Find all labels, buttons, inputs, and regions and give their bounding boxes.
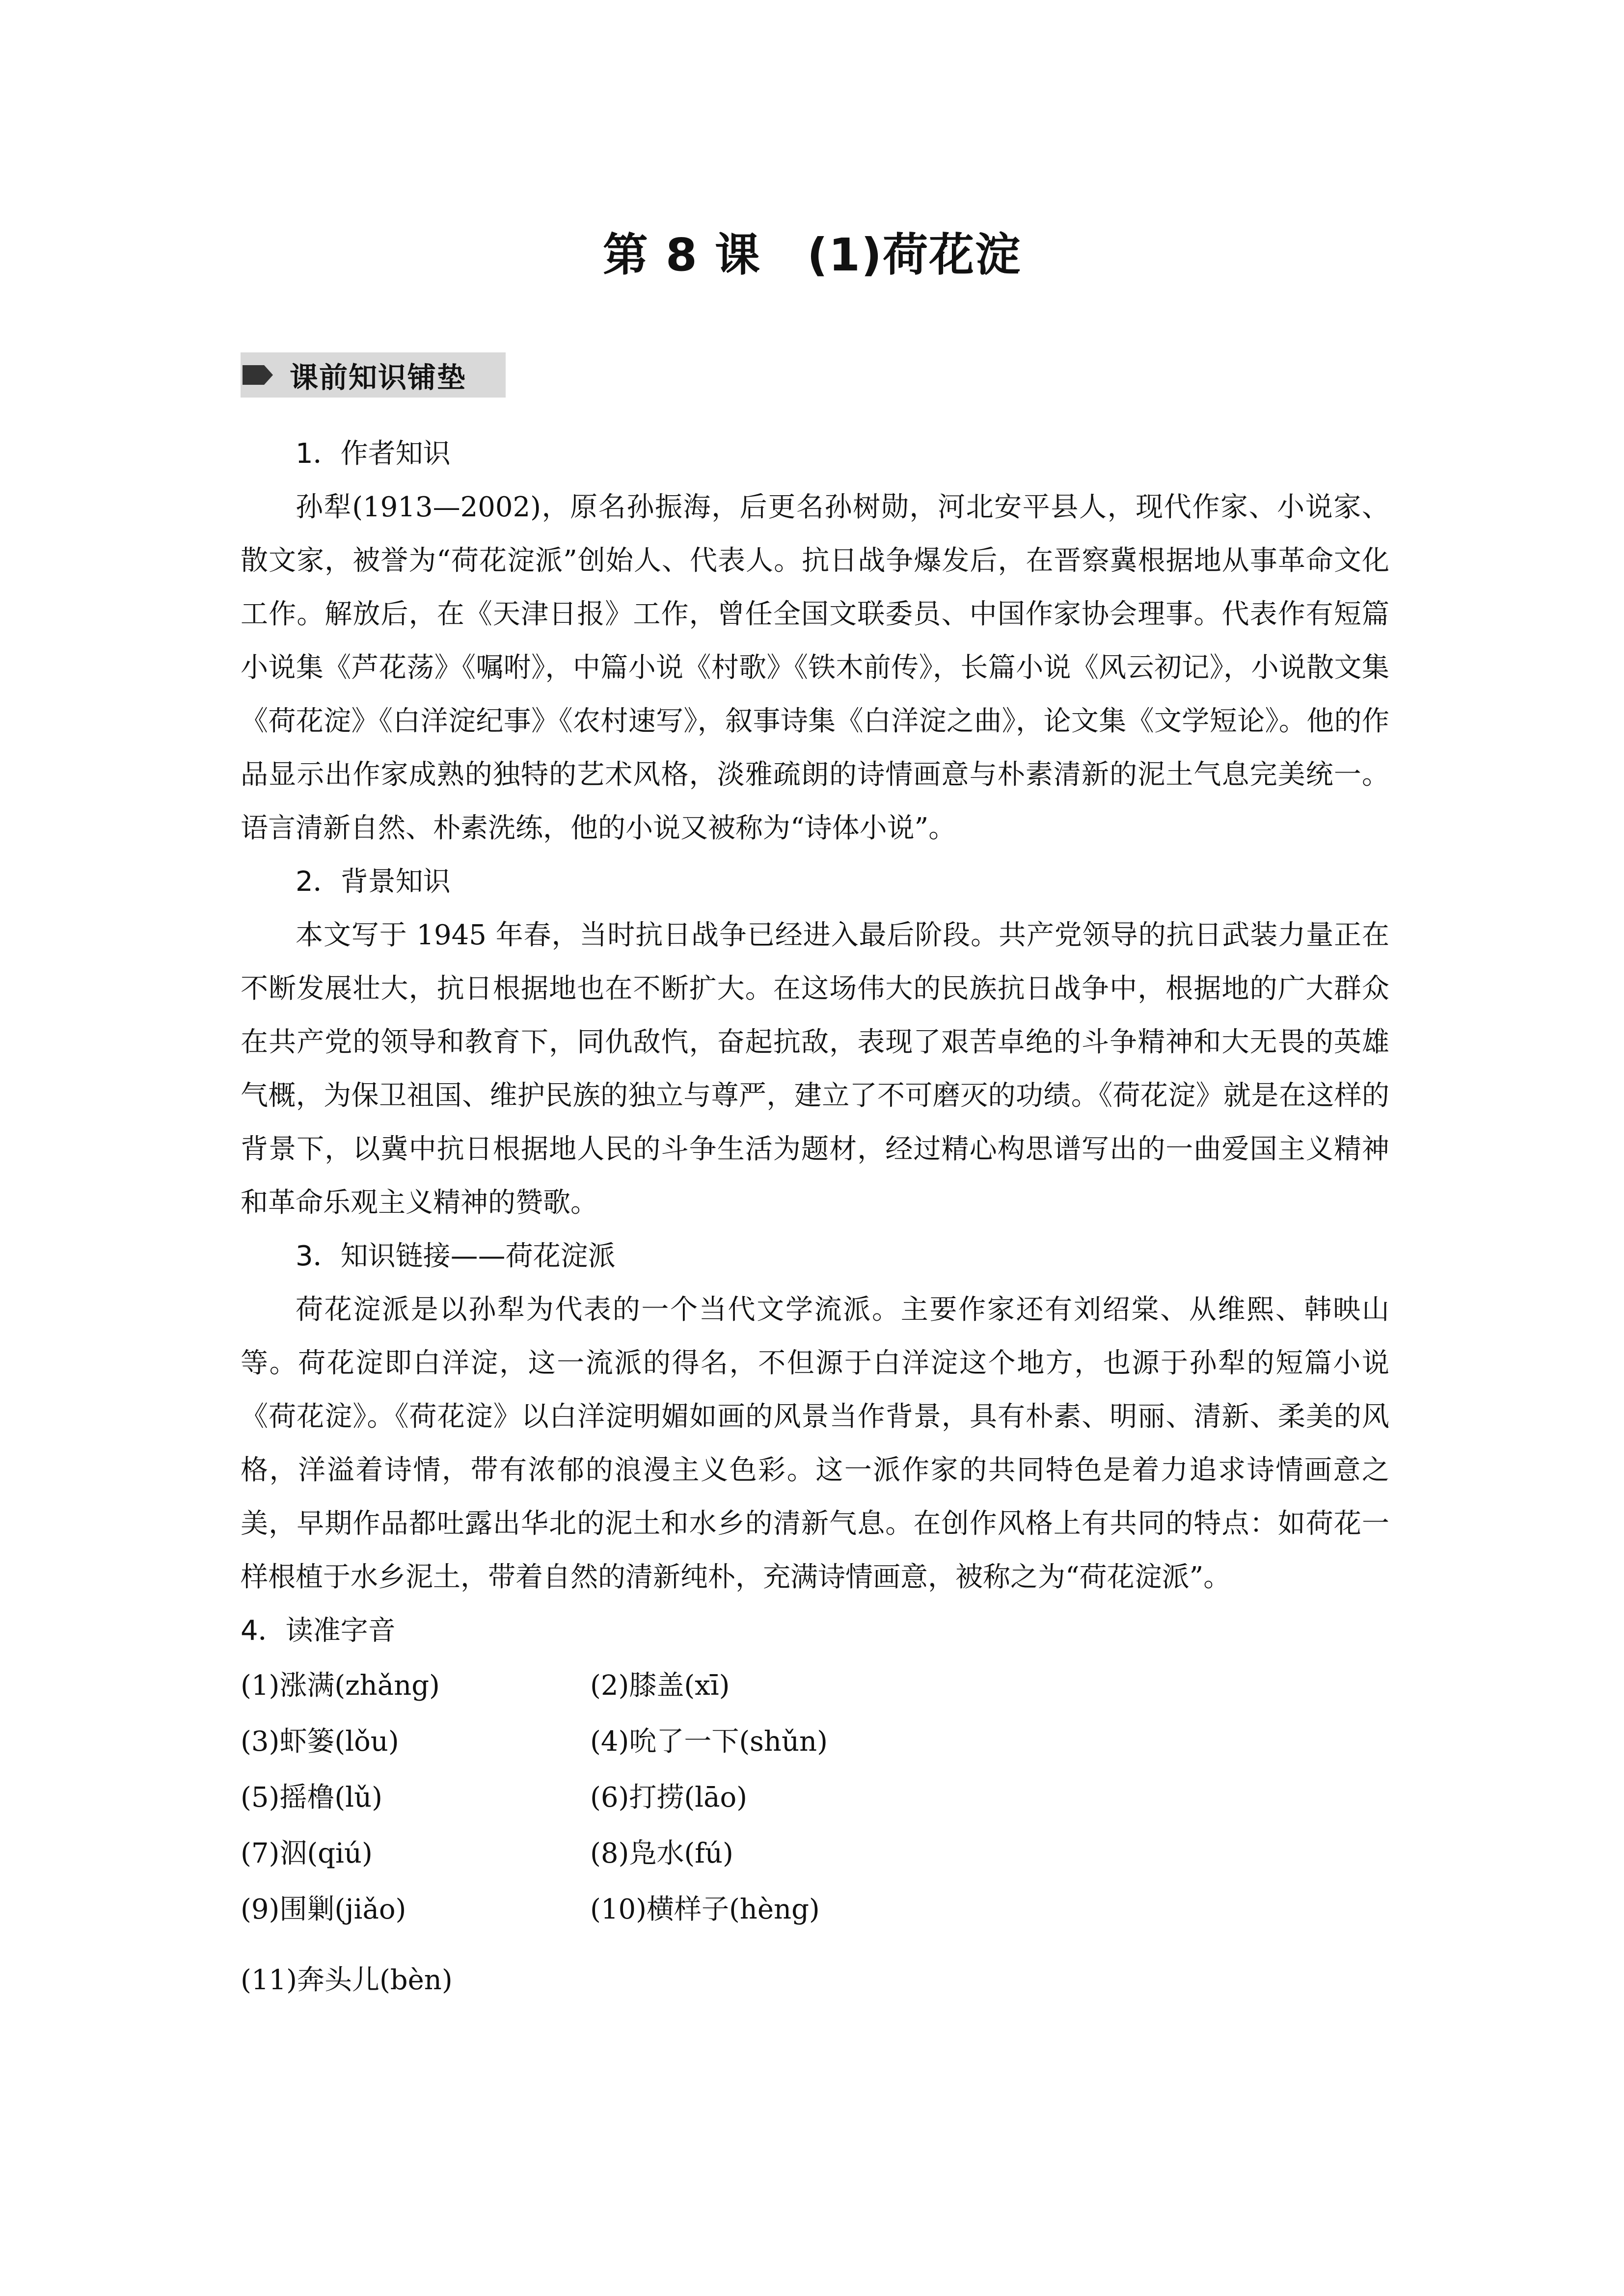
section-heading: 3．知识链接——荷花淀派 (296, 1240, 616, 1272)
main-content (241, 427, 1389, 2008)
list-item (241, 1713, 1389, 1769)
list-item (241, 1657, 1389, 1713)
pronunciation-entry: (11)奔头儿(bèn) (241, 1964, 453, 1996)
pronunciation-entry: (3)虾篓(lǒu) (241, 1725, 399, 1758)
list-item (241, 1769, 1389, 1825)
section-heading: 2．背景知识 (296, 866, 451, 898)
section-heading: 1．作者知识 (296, 438, 451, 470)
section-paragraph: 本文写于 1945 年春，当时抗日战争已经进入最后阶段。共产党领导的抗日武装力量正在不断发展壮大，抗日根据地也在不断扩大。在这场伟大的民族抗日战争中，根据地的广大群众在共产党的领导和教育下，同仇敌忾，奋起抗敌，表现了艰苦卓绝的斗争精神和大无畏的英雄气概，为保卫祖国、维护民族的独立与尊严，建立了不可磨灭的功绩。《荷花淀》就是在这样的背景下，以冀中抗日根据地人民的斗争生活为题材，经过精心构思谱写出的一曲爱国主义精神和革命乐观主义精神的赞歌。 (241, 919, 1389, 1219)
pronunciation-entry: (1)涨满(zhǎng) (241, 1669, 440, 1702)
pronunciation-entry: (4)吮了一下(shǔn) (590, 1725, 828, 1758)
section-pronunciation (241, 1604, 1389, 2008)
pronunciation-entry: (10)横样子(hèng) (590, 1893, 820, 1925)
section-header-label: 课前知识铺垫 (290, 361, 467, 394)
arrow-tab-icon (243, 365, 273, 385)
section-author (241, 427, 1389, 855)
section-background (241, 855, 1389, 1229)
lesson-title: 第 8 课 (1)荷花淀 (602, 229, 1022, 281)
list-item (241, 1881, 1389, 1937)
pronunciation-entry: (5)摇橹(lǔ) (241, 1781, 382, 1814)
section-header-bar (241, 352, 506, 398)
pronunciation-entry: (8)凫水(fú) (590, 1837, 733, 1869)
section-paragraph: 孙犁(1913—2002)，原名孙振海，后更名孙树勋，河北安平县人，现代作家、小说家、散文家，被誉为“荷花淀派”创始人、代表人。抗日战争爆发后，在晋察冀根据地从事革命文化工作。解放后，在《天津日报》工作，曾任全国文联委员、中国作家协会理事。代表作有短篇小说集《芦花荡》《嘱咐》，中篇小说《村歌》《铁木前传》，长篇小说《风云初记》，小说散文集《荷花淀》《白洋淀纪事》《农村速写》，叙事诗集《白洋淀之曲》，论文集《文学短论》。他的作品显示出作家成熟的独特的艺术风格，淡雅疏朗的诗情画意与朴素清新的泥土气息完美统一。语言清新自然、朴素洗练，他的小说又被称为“诗体小说”。 (241, 491, 1389, 844)
section-heading: 4．读准字音 (241, 1615, 396, 1647)
section-paragraph: 荷花淀派是以孙犁为代表的一个当代文学流派。主要作家还有刘绍棠、从维熙、韩映山等。荷花淀即白洋淀，这一流派的得名，不但源于白洋淀这个地方，也源于孙犁的短篇小说《荷花淀》。《荷花淀》以白洋淀明媚如画的风景当作背景，具有朴素、明丽、清新、柔美的风格，洋溢着诗情，带有浓郁的浪漫主义色彩。这一派作家的共同特色是着力追求诗情画意之美，早期作品都吐露出华北的泥土和水乡的清新气息。在创作风格上有共同的特点：如荷花一样根植于水乡泥土，带着自然的清新纯朴，充满诗情画意，被称之为“荷花淀派”。 (241, 1294, 1389, 1593)
pronunciation-entry: (9)围剿(jiǎo) (241, 1893, 406, 1925)
list-item (241, 1825, 1389, 1881)
pronunciation-list (241, 1657, 1389, 2008)
section-link (241, 1229, 1389, 1604)
list-item (241, 1952, 1389, 2008)
pronunciation-entry: (2)膝盖(xī) (590, 1669, 730, 1702)
pronunciation-entry: (6)打捞(lāo) (590, 1781, 748, 1814)
pronunciation-entry: (7)泅(qiú) (241, 1837, 373, 1869)
